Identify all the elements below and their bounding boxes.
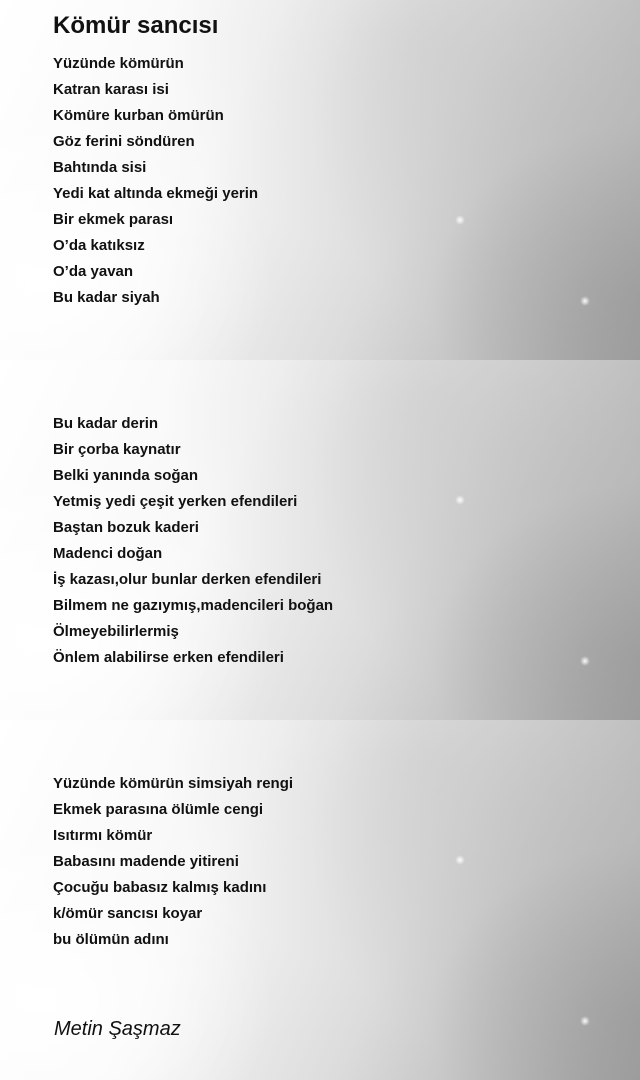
poem-line: Katran karası isi [53, 81, 169, 98]
stanza-3 [53, 771, 293, 953]
poem-line: Ölmeyebilirlermiş [53, 623, 179, 640]
poem-author: Metin Şaşmaz [54, 1018, 181, 1040]
poem-line: Madenci doğan [53, 545, 163, 562]
sparkle-decoration [455, 215, 465, 225]
poem-line: Bahtında sisi [53, 159, 147, 176]
poem-title: Kömür sancısı [53, 12, 219, 39]
stanza-1 [53, 51, 258, 311]
poem-line: Kömüre kurban ömürün [53, 107, 224, 124]
poem-line: Yetmiş yedi çeşit yerken efendileri [53, 493, 298, 510]
poem-line: Isıtırmı kömür [53, 827, 153, 844]
sparkle-decoration [580, 656, 590, 666]
poem-line: Bir çorba kaynatır [53, 441, 181, 458]
poem-line: O’da yavan [53, 263, 134, 280]
sparkle-decoration [455, 495, 465, 505]
poem-line: Önlem alabilirse erken efendileri [53, 649, 284, 666]
poem-line: Göz ferini söndüren [53, 133, 195, 150]
poem-line: İş kazası,olur bunlar derken efendileri [53, 571, 322, 588]
poem-panel-3 [0, 720, 640, 1080]
sparkle-decoration [580, 1016, 590, 1026]
poem-line: Baştan bozuk kaderi [53, 519, 199, 536]
poem-panel-1 [0, 0, 640, 360]
poem-line: O’da katıksız [53, 237, 145, 254]
sparkle-decoration [455, 855, 465, 865]
poem-line: Yedi kat altında ekmeği yerin [53, 185, 259, 202]
poem-line: Yüzünde kömürün [53, 55, 184, 72]
poem-line: Bilmem ne gazıymış,madencileri boğan [53, 597, 334, 614]
poem-line: bu ölümün adını [53, 931, 169, 948]
poem-line: Bir ekmek parası [53, 211, 174, 228]
poem-line: Ekmek parasına ölümle cengi [53, 801, 264, 818]
poem-line: Belki yanında soğan [53, 467, 199, 484]
poem-panel-2 [0, 360, 640, 720]
poem-line: Babasını madende yitireni [53, 853, 239, 870]
stanza-2 [53, 411, 333, 671]
poem-line: Bu kadar siyah [53, 289, 160, 306]
poem-line: Yüzünde kömürün simsiyah rengi [53, 775, 294, 792]
poem-line: k/ömür sancısı koyar [53, 905, 203, 922]
sparkle-decoration [580, 296, 590, 306]
poem-line: Çocuğu babasız kalmış kadını [53, 879, 267, 896]
poem-line: Bu kadar derin [53, 415, 159, 432]
